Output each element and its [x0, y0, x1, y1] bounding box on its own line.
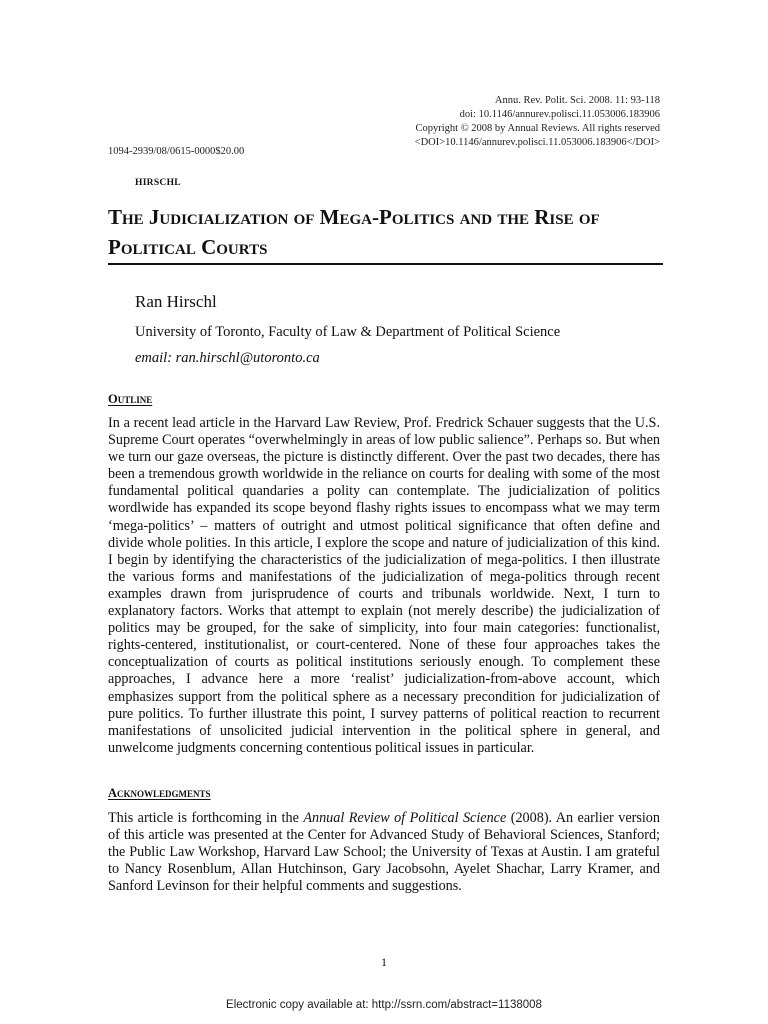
title-divider [108, 263, 663, 265]
ack-text-after: (2008). An earlier version of this article was presented at the Center for Advanced Study of Behavioral Sciences, Stanford; the Public Law Workshop, Harvard Law School; the University of Texas at Austin. I am grateful to Nancy Rosenblum, Allan Hutchinson, Gary Jacobsohn, Ayelet Shachar, Larry Kramer, and Sanford Levinson for their helpful comments and suggestions. [108, 810, 660, 895]
author-email: email: ran.hirschl@utoronto.ca [135, 350, 320, 366]
running-head: HIRSCHL [135, 178, 181, 188]
journal-copyright: Copyright © 2008 by Annual Reviews. All rights reserved [415, 123, 660, 134]
paper-title: The Judicialization of Mega-Politics and the Rise of Political Courts [108, 205, 600, 259]
journal-citation-block [415, 94, 660, 150]
page-number: 1 [381, 955, 387, 969]
acknowledgments-heading: Acknowledgments [108, 786, 211, 800]
journal-doi-tag: <DOI>10.1146/annurev.polisci.11.053006.183906</DOI> [414, 137, 660, 148]
issn-price-code: 1094-2939/08/0615-0000$20.00 [108, 146, 245, 157]
ack-text-before: This article is forthcoming in the [108, 810, 304, 826]
outline-paragraph: In a recent lead article in the Harvard Law Review, Prof. Fredrick Schauer suggests that the U.S. Supreme Court operates “overwhelmingly in areas of low public salience”. Perhaps so. But when we turn our gaze overseas, the picture is distinctly different. Over the past two decades, there has been a tremendous growth worldwide in the reliance on courts for dealing with some of the most fundamental political quandaries a polity can contemplate. The judicialization of politics wordlwide has expanded its scope beyond flashy rights issues to encompass what we may term ‘mega-politics’ – matters of outright and utmost political significance that often define and divide whole polities. In this article, I explore the scope and nature of judicialization of this kind. I begin by identifying the characteristics of the judicialization of mega-politics. I then illustrate the various forms and manifestations of the judicialization of mega-politics through recent examples drawn from jurisprudence of courts and tribunals worldwide. Next, I turn to explanatory factors. Works that attempt to explain (not merely describe) the judicialization of politics may be grouped, for the sake of simplicity, into four main categories: functionalist, rights-centered, institutionalist, or court-centered. None of these four approaches takes the conceptualization of courts as political institutions seriously enough. To complement these approaches, I advance here a more ‘realist’ judicialization-from-above account, which emphasizes support from the political sphere as a necessary precondition for judicialization of pure politics. To further illustrate this point, I survey patterns of political reaction to recurrent manifestations of unsolicited judicial intervention in the political sphere in general, and unwelcome judgments concerning contentious political issues in particular. [108, 415, 660, 756]
author-affiliation: University of Toronto, Faculty of Law & Department of Political Science [135, 324, 561, 340]
outline-heading: Outline [108, 392, 153, 406]
acknowledgments-paragraph [108, 810, 660, 895]
journal-citation: Annu. Rev. Polit. Sci. 2008. 11: 93-118 [494, 95, 660, 106]
ssrn-footer: Electronic copy available at: http://ssrn.com/abstract=1138008 [226, 999, 542, 1011]
author-name: Ran Hirschl [135, 292, 217, 311]
journal-doi: doi: 10.1146/annurev.polisci.11.053006.183906 [459, 109, 660, 120]
ack-journal-name: Annual Review of Political Science [303, 810, 507, 826]
